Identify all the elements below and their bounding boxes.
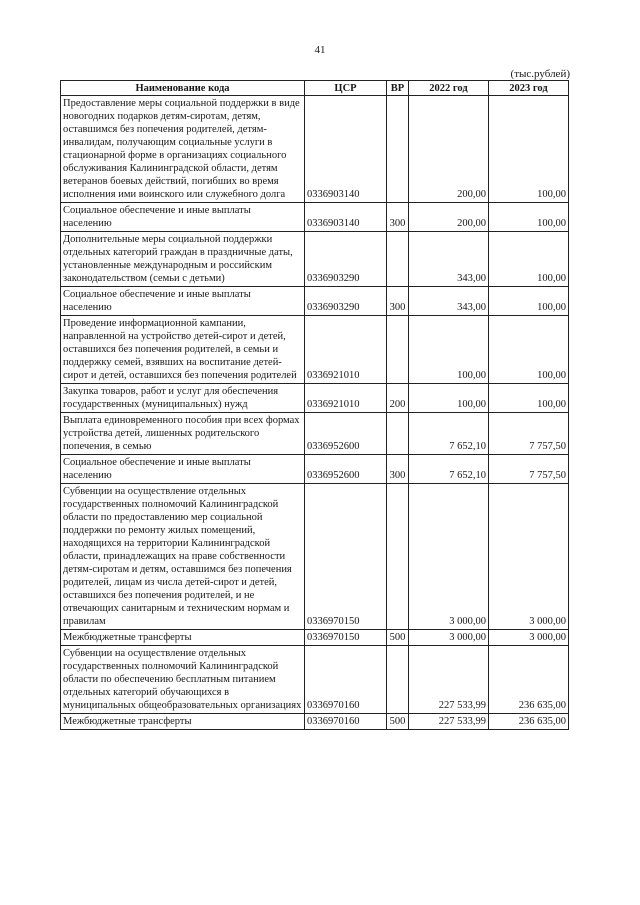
cell-name: Дополнительные меры социальной поддержки отдельных категорий граждан в праздничные даты, установленные международным и российским законодательством (семьи с детьми) (61, 232, 305, 287)
column-header-csr: ЦСР (305, 81, 387, 96)
cell-csr: 0336970150 (305, 484, 387, 630)
cell-vr (387, 232, 409, 287)
cell-2022: 7 652,10 (409, 455, 489, 484)
column-header-2023: 2023 год (489, 81, 569, 96)
cell-name: Субвенции на осуществление отдельных государственных полномочий Калининградской области по обеспечению бесплатным питанием отдельных категорий обучающихся в муниципальных общеобразовательных организациях (61, 646, 305, 714)
cell-2022: 200,00 (409, 203, 489, 232)
cell-vr (387, 413, 409, 455)
cell-2022: 100,00 (409, 316, 489, 384)
cell-vr (387, 96, 409, 203)
cell-vr: 500 (387, 714, 409, 730)
table-row (61, 484, 569, 630)
cell-name: Социальное обеспечение и иные выплаты населению (61, 287, 305, 316)
cell-csr: 0336970160 (305, 646, 387, 714)
cell-2023: 3 000,00 (489, 484, 569, 630)
table-row (61, 630, 569, 646)
cell-vr (387, 484, 409, 630)
table-row (61, 287, 569, 316)
cell-name: Предоставление меры социальной поддержки в виде новогодних подарков детям-сиротам, детям, оставшимся без попечения родителей, детям-инвалидам, получающим социальные услуги в стационарной форме в организациях социального обслуживания Калининградской области, детям ветеранов боевых действий, погибших во время исполнения ими воинского или служебного долга (61, 96, 305, 203)
cell-csr: 0336952600 (305, 413, 387, 455)
cell-vr: 300 (387, 455, 409, 484)
cell-vr: 200 (387, 384, 409, 413)
cell-2022: 100,00 (409, 384, 489, 413)
cell-2023: 236 635,00 (489, 646, 569, 714)
cell-2023: 100,00 (489, 316, 569, 384)
cell-name: Субвенции на осуществление отдельных государственных полномочий Калининградской области по предоставлению мер социальной поддержки по ремонту жилых помещений, находящихся на территории Калининградской области, принадлежащих на праве собственности детям-сиротам и детям, оставшимся без попечения родителей, лицам из числа детей-сирот и детей, оставшихся без попечения родителей, и не отвечающих санитарным и техническим нормам и правилам (61, 484, 305, 630)
cell-2022: 343,00 (409, 287, 489, 316)
cell-2023: 7 757,50 (489, 455, 569, 484)
cell-csr: 0336952600 (305, 455, 387, 484)
table-header-row (61, 81, 569, 96)
cell-vr (387, 316, 409, 384)
cell-2023: 7 757,50 (489, 413, 569, 455)
cell-name: Закупка товаров, работ и услуг для обеспечения государственных (муниципальных) нужд (61, 384, 305, 413)
cell-csr: 0336921010 (305, 384, 387, 413)
cell-vr (387, 646, 409, 714)
cell-2023: 100,00 (489, 96, 569, 203)
column-header-vr: ВР (387, 81, 409, 96)
column-header-name: Наименование кода (61, 81, 305, 96)
page-number: 41 (314, 44, 326, 56)
cell-2022: 227 533,99 (409, 646, 489, 714)
table-row (61, 96, 569, 203)
cell-2022: 200,00 (409, 96, 489, 203)
cell-name: Проведение информационной кампании, направленной на устройство детей-сирот и детей, оставшихся без попечения родителей, в семьи и поддержку семей, взявших на воспитание детей-сирот и детей, оставшихся без попечения родителей (61, 316, 305, 384)
cell-2023: 100,00 (489, 203, 569, 232)
cell-2023: 100,00 (489, 287, 569, 316)
table-row (61, 646, 569, 714)
cell-name: Межбюджетные трансферты (61, 714, 305, 730)
cell-2022: 227 533,99 (409, 714, 489, 730)
table-row (61, 316, 569, 384)
cell-vr: 300 (387, 287, 409, 316)
cell-csr: 0336970150 (305, 630, 387, 646)
cell-2023: 236 635,00 (489, 714, 569, 730)
cell-2022: 7 652,10 (409, 413, 489, 455)
cell-name: Межбюджетные трансферты (61, 630, 305, 646)
table-row (61, 384, 569, 413)
cell-name: Социальное обеспечение и иные выплаты населению (61, 455, 305, 484)
cell-2022: 343,00 (409, 232, 489, 287)
budget-table (60, 80, 569, 730)
table-row (61, 455, 569, 484)
cell-csr: 0336921010 (305, 316, 387, 384)
cell-csr: 0336903290 (305, 287, 387, 316)
cell-vr: 300 (387, 203, 409, 232)
column-header-2022: 2022 год (409, 81, 489, 96)
cell-2022: 3 000,00 (409, 484, 489, 630)
cell-name: Выплата единовременного пособия при всех формах устройства детей, лишенных родительского попечения, в семью (61, 413, 305, 455)
units-label: (тыс.рублей) (510, 68, 570, 80)
table-row (61, 203, 569, 232)
cell-2023: 100,00 (489, 384, 569, 413)
cell-csr: 0336903290 (305, 232, 387, 287)
table-row (61, 413, 569, 455)
cell-csr: 0336903140 (305, 96, 387, 203)
cell-csr: 0336970160 (305, 714, 387, 730)
table-row (61, 232, 569, 287)
cell-vr: 500 (387, 630, 409, 646)
table-row (61, 714, 569, 730)
cell-2022: 3 000,00 (409, 630, 489, 646)
cell-2023: 100,00 (489, 232, 569, 287)
cell-2023: 3 000,00 (489, 630, 569, 646)
cell-name: Социальное обеспечение и иные выплаты населению (61, 203, 305, 232)
cell-csr: 0336903140 (305, 203, 387, 232)
